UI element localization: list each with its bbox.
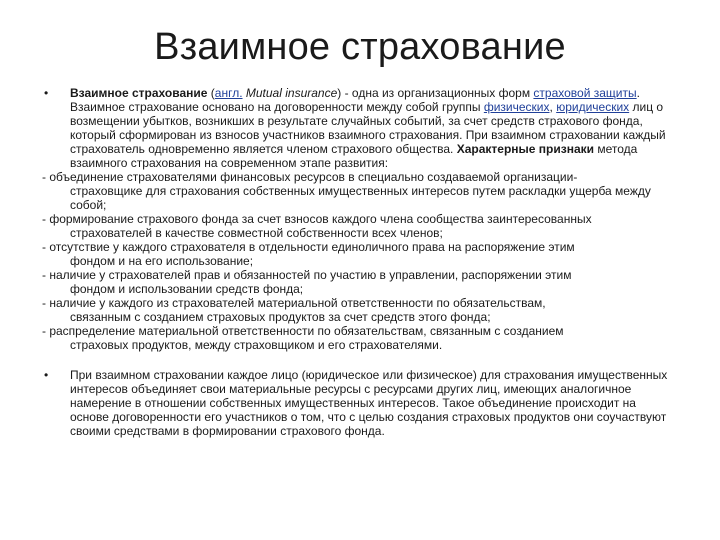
feature-first-line: - объединение страхователями финансовых ресурсов в специально создаваемой организации-	[42, 170, 578, 184]
feature-item	[42, 212, 678, 240]
feature-rest: фондом и использовании средств фонда;	[70, 282, 304, 296]
slide-title: Взаимное страхование	[154, 26, 566, 68]
text-fragment: . Взаимное страхование основано на договоренности между собой группы	[70, 86, 640, 114]
text-fragment: лиц о возмещении убытков, возникших в результате случайных событий, за счет средств страхового фонда, который сформирован из взносов участников взаимного страхования. При взаимном страховании каждый страхователь одновременно является членом страхового общества.	[70, 100, 666, 156]
text-fragment: (	[207, 86, 215, 100]
feature-first-line: - распределение материальной ответственности по обязательствам, связанным с созданием	[42, 324, 564, 338]
link-lang[interactable]: англ.	[214, 86, 243, 100]
link-yuridicheskikh[interactable]: юридических	[556, 100, 630, 114]
text-fragment: ) - одна из организационных форм	[337, 86, 534, 100]
feature-first-line: - наличие у страхователей прав и обязанностей по участию в управлении, распоряжении этим	[42, 268, 572, 282]
bullet-icon: •	[44, 86, 49, 100]
paragraph-1-text	[70, 86, 678, 170]
feature-rest: страховых продуктов, между страховщиком и его страхователями.	[70, 338, 443, 352]
feature-rest: фондом и на его использование;	[70, 254, 254, 268]
feature-item	[42, 240, 678, 268]
bold-features: Характерные признаки	[456, 142, 595, 156]
term-heading: Взаимное страхование	[70, 86, 208, 100]
link-fizicheskikh[interactable]: физических	[483, 100, 550, 114]
feature-first-line: - отсутствие у каждого страхователя в отдельности единоличного права на распоряжение этим	[42, 240, 575, 254]
slide-content	[42, 86, 678, 438]
bullet-paragraph-1	[42, 86, 678, 170]
feature-rest: страхователей в качестве совместной собственности всех членов;	[70, 226, 443, 240]
feature-first-line: - наличие у каждого из страхователей материальной ответственности по обязательствам,	[42, 296, 546, 310]
english-term: Mutual insurance	[245, 86, 338, 100]
text-fragment: ,	[549, 100, 557, 114]
spacer	[42, 352, 678, 368]
feature-item	[42, 170, 678, 212]
paragraph-2-text: При взаимном страховании каждое лицо (юридическое или физическое) для страхования имущественных интересов объединяет свои материальные ресурсы с ресурсами других лиц, имеющих аналогичное намерение в отношении собственных имущественных интересов. Такое объединение происходит на основе договоренности его участников о том, что с целью создания страховых продуктов они соучаствуют своими средствами в формировании страхового фонда.	[70, 368, 668, 438]
feature-first-line: - формирование страхового фонда за счет взносов каждого члена сообщества заинтересованных	[42, 212, 592, 226]
features-list	[42, 170, 678, 352]
feature-item	[42, 268, 678, 296]
feature-rest: страховщике для страхования собственных имущественных интересов путем раскладки ущерба между собой;	[70, 184, 651, 212]
text-fragment: метода взаимного страхования на современном этапе развития:	[70, 142, 638, 170]
feature-rest: связанным с созданием страховых продуктов за счет средств этого фонда;	[70, 310, 491, 324]
feature-item	[42, 296, 678, 324]
feature-item	[42, 324, 678, 352]
bullet-icon: •	[44, 368, 49, 382]
link-strakhovoy-zashchity[interactable]: страховой защиты	[533, 86, 637, 100]
bullet-paragraph-2	[42, 368, 678, 438]
